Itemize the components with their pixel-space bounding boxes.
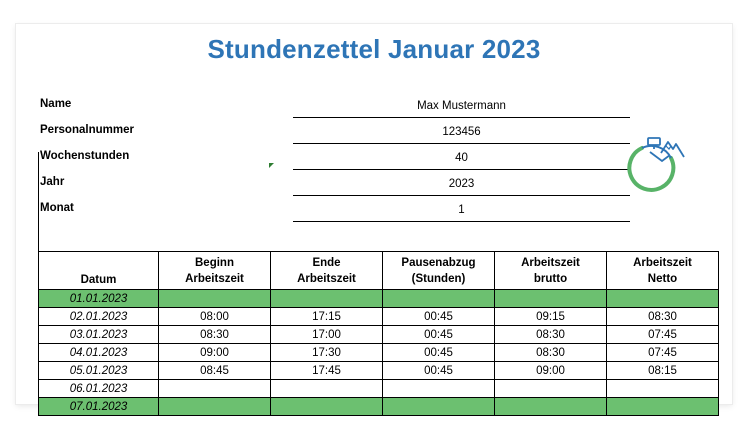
personalnummer-value[interactable]: 123456 (293, 126, 630, 144)
cell-brutto[interactable]: 08:30 (495, 326, 607, 344)
table-row (39, 344, 719, 362)
name-value[interactable]: Max Mustermann (293, 100, 630, 118)
cell-ende[interactable]: 17:30 (271, 344, 383, 362)
sheet-left-border (38, 152, 39, 252)
table-row (39, 380, 719, 398)
table-row (39, 290, 719, 308)
monat-value[interactable]: 1 (293, 204, 630, 222)
cell-datum[interactable]: 06.01.2023 (39, 380, 159, 398)
cell-netto[interactable] (607, 290, 719, 308)
cell-pause[interactable]: 00:45 (383, 326, 495, 344)
header-beginn-line2: Arbeitszeit (185, 272, 244, 285)
cell-ende[interactable]: 17:00 (271, 326, 383, 344)
cell-datum[interactable]: 03.01.2023 (39, 326, 159, 344)
name-label: Name (40, 98, 72, 110)
cell-pause[interactable]: 00:45 (383, 344, 495, 362)
table-row (39, 362, 719, 380)
cell-pause[interactable] (383, 290, 495, 308)
cell-brutto[interactable] (495, 398, 607, 416)
cell-netto[interactable]: 07:45 (607, 344, 719, 362)
cell-brutto[interactable]: 08:30 (495, 344, 607, 362)
header-datum: Datum (39, 252, 159, 290)
cell-brutto[interactable] (495, 380, 607, 398)
header-beginn-line1: Beginn (195, 256, 234, 269)
monat-label: Monat (40, 202, 74, 214)
header-ende-line1: Ende (312, 256, 341, 269)
table-header-row (39, 252, 719, 290)
jahr-value[interactable]: 2023 (293, 178, 630, 196)
table-row (39, 326, 719, 344)
header-brutto-line2: brutto (533, 272, 568, 285)
cell-beginn[interactable]: 08:30 (159, 326, 271, 344)
cell-brutto[interactable]: 09:15 (495, 308, 607, 326)
cell-brutto[interactable] (495, 290, 607, 308)
cell-ende[interactable] (271, 398, 383, 416)
cell-comment-indicator (269, 163, 274, 168)
cell-netto[interactable]: 08:15 (607, 362, 719, 380)
cell-pause[interactable] (383, 380, 495, 398)
cell-netto[interactable]: 07:45 (607, 326, 719, 344)
header-pause-line1: Pausenabzug (401, 256, 476, 269)
wochenstunden-value[interactable]: 40 (293, 152, 630, 170)
page-title: Stundenzettel Januar 2023 (207, 34, 541, 64)
header-beginn (159, 252, 271, 290)
header-brutto-line1: Arbeitszeit (521, 256, 580, 269)
personalnummer-label: Personalnummer (40, 124, 134, 136)
header-netto-line2: Netto (647, 272, 678, 285)
stopwatch-mountain-icon (628, 130, 692, 194)
cell-pause[interactable]: 00:45 (383, 308, 495, 326)
cell-brutto[interactable]: 09:00 (495, 362, 607, 380)
header-brutto (495, 252, 607, 290)
cell-beginn[interactable]: 08:45 (159, 362, 271, 380)
cell-ende[interactable]: 17:15 (271, 308, 383, 326)
cell-datum[interactable]: 05.01.2023 (39, 362, 159, 380)
cell-datum[interactable]: 01.01.2023 (39, 290, 159, 308)
cell-netto[interactable]: 08:30 (607, 308, 719, 326)
cell-ende[interactable] (271, 290, 383, 308)
cell-datum[interactable]: 02.01.2023 (39, 308, 159, 326)
cell-ende[interactable] (271, 380, 383, 398)
cell-beginn[interactable]: 08:00 (159, 308, 271, 326)
header-pause-line2: (Stunden) (411, 272, 466, 285)
table-body (39, 290, 719, 416)
cell-pause[interactable]: 00:45 (383, 362, 495, 380)
cell-ende[interactable]: 17:45 (271, 362, 383, 380)
header-ende-line2: Arbeitszeit (297, 272, 356, 285)
cell-datum[interactable]: 04.01.2023 (39, 344, 159, 362)
cell-beginn[interactable] (159, 380, 271, 398)
table-row (39, 398, 719, 416)
header-ende (271, 252, 383, 290)
table-row (39, 308, 719, 326)
cell-beginn[interactable]: 09:00 (159, 344, 271, 362)
cell-netto[interactable] (607, 398, 719, 416)
cell-datum[interactable]: 07.01.2023 (39, 398, 159, 416)
cell-beginn[interactable] (159, 398, 271, 416)
cell-beginn[interactable] (159, 290, 271, 308)
wochenstunden-label: Wochenstunden (40, 150, 130, 162)
cell-pause[interactable] (383, 398, 495, 416)
header-netto-line1: Arbeitszeit (633, 256, 692, 269)
jahr-label: Jahr (40, 176, 65, 188)
header-pause (383, 252, 495, 290)
timesheet-table (38, 251, 719, 416)
cell-netto[interactable] (607, 380, 719, 398)
worksheet (16, 24, 732, 413)
header-netto (607, 252, 719, 290)
